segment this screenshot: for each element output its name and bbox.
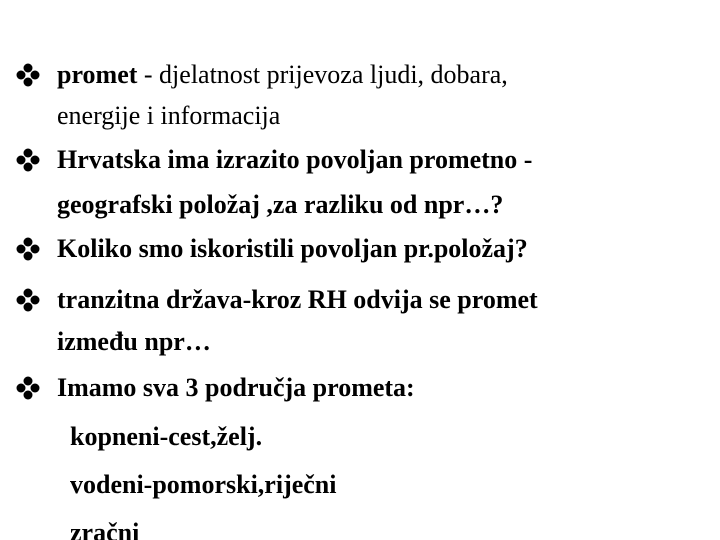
bullet-1-term: promet — [57, 60, 138, 89]
bullet-2-line-2: geografski položaj ,za razliku od npr…? — [57, 190, 504, 219]
bullet-3-line-1: Koliko smo iskoristili povoljan pr.položaj? — [57, 234, 528, 263]
bullet-1-line-1 — [57, 60, 508, 90]
bullet-4-line-1: tranzitna država-kroz RH odvija se promet — [57, 285, 538, 314]
bullet-5-line-1: Imamo sva 3 područja prometa: — [57, 373, 415, 402]
diamond-clover-bullet-icon — [8, 285, 48, 315]
bullet-1-line-2: energije i informacija — [57, 101, 281, 130]
sub-item-zracni: zračni — [70, 518, 140, 540]
bullet-2-line-1: Hrvatska ima izrazito povoljan prometno - — [57, 145, 533, 174]
diamond-clover-bullet-icon — [8, 234, 48, 264]
bullet-4-line-2: između npr… — [57, 327, 211, 356]
sub-item-vodeni: vodeni-pomorski,riječni — [70, 470, 337, 499]
diamond-clover-bullet-icon — [8, 60, 48, 90]
bullet-1-text: - djelatnost prijevoza ljudi, dobara, — [137, 60, 508, 89]
diamond-clover-bullet-icon — [8, 373, 48, 403]
sub-item-kopneni: kopneni-cest,želj. — [70, 422, 263, 451]
diamond-clover-bullet-icon — [8, 145, 48, 175]
